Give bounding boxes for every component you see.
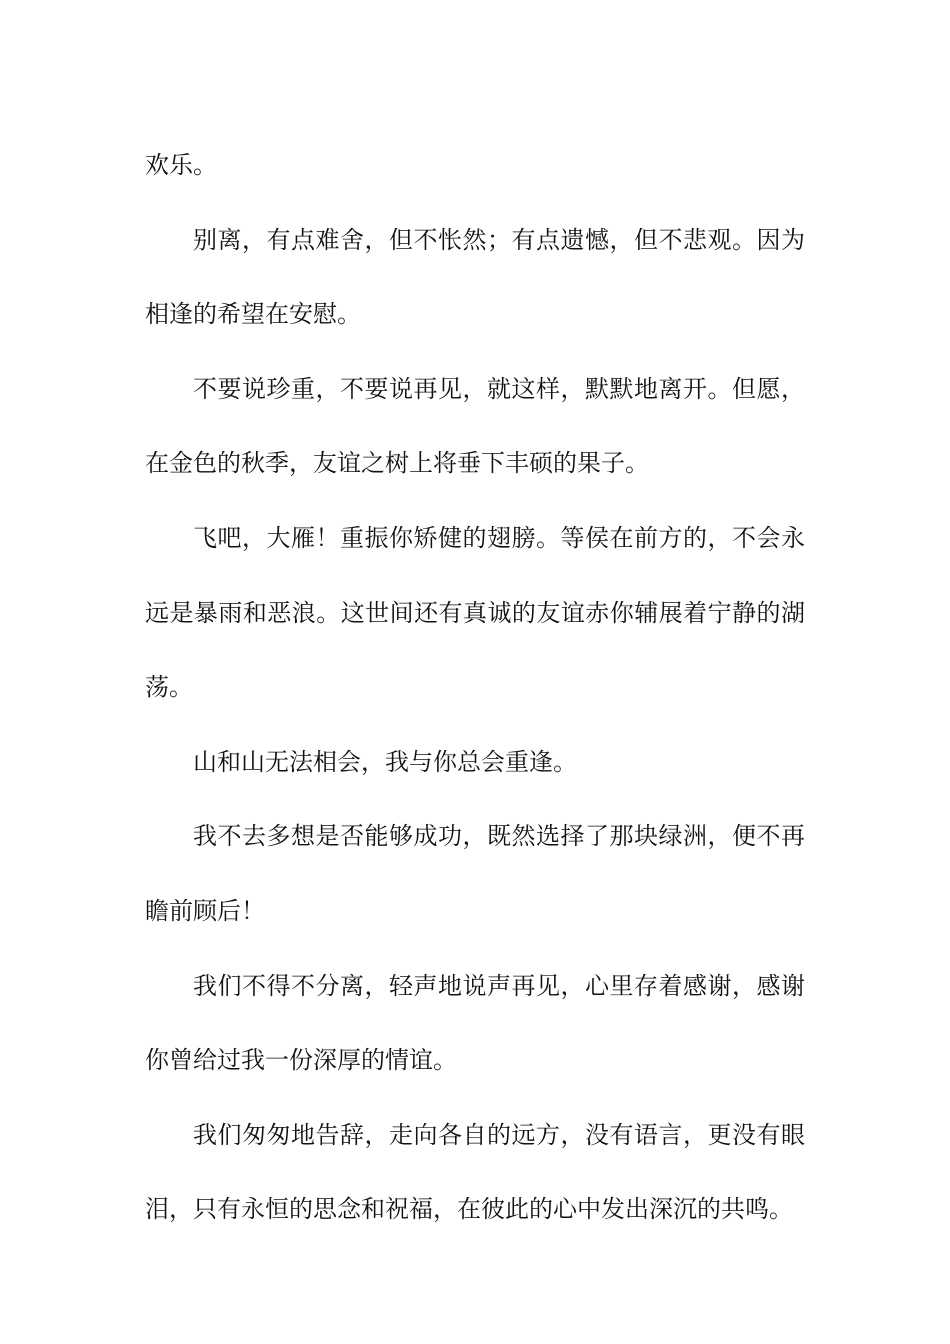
paragraph-4: 飞吧，大雁！重振你矫健的翅膀。等侯在前方的，不会永远是暴雨和恶浪。这世间还有真诚的友谊赤你辅展着宁静的湖荡。	[145, 523, 805, 702]
paragraph-5: 山和山无法相会，我与你总会重逢。	[193, 747, 577, 776]
paragraph-3: 不要说珍重，不要说再见，就这样，默默地离开。但愿，在金色的秋季，友谊之树上将垂下丰硕的果子。	[145, 374, 805, 478]
paragraph-7: 我们不得不分离，轻声地说声再见，心里存着感谢，感谢你曾给过我一份深厚的情谊。	[145, 971, 805, 1075]
paragraph-2: 别离，有点难舍，但不怅然；有点遗憾，但不悲观。因为相逢的希望在安慰。	[145, 225, 805, 329]
paragraph-1: 欢乐。	[145, 151, 217, 179]
document-body	[145, 128, 805, 1247]
paragraph-8: 我们匆匆地告辞，走向各自的远方，没有语言，更没有眼泪，只有永恒的思念和祝福，在彼此的心中发出深沉的共鸣。	[145, 1120, 805, 1224]
paragraph-6: 我不去多想是否能够成功，既然选择了那块绿洲，便不再瞻前顾后！	[145, 822, 805, 925]
